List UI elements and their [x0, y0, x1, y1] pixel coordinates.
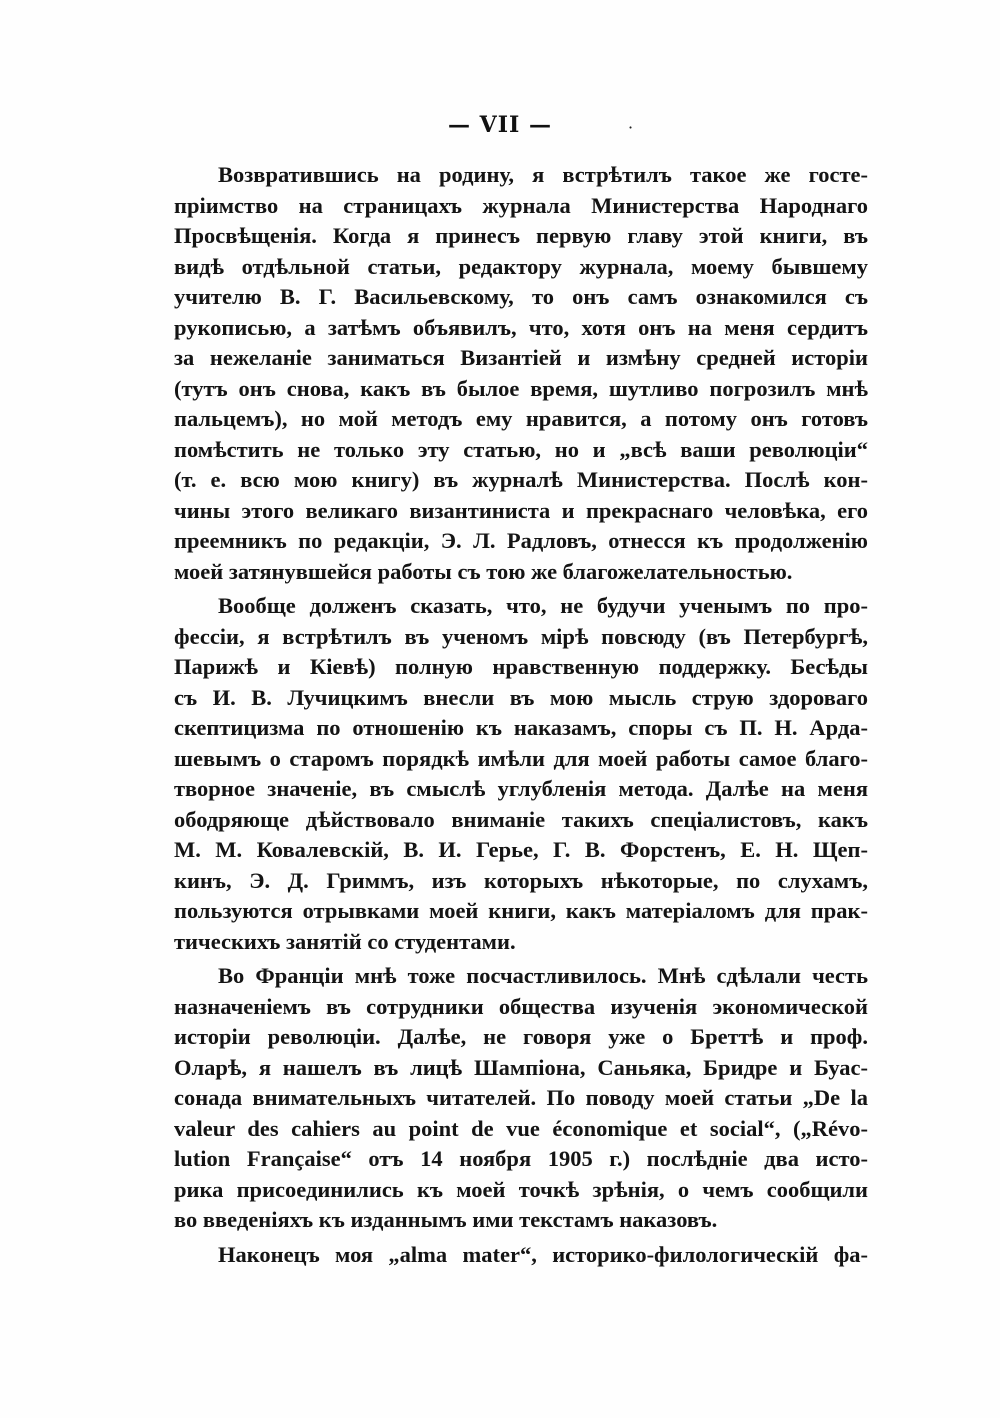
text-line: рика присоединились къ моей точкѣ зрѣнія, о чемъ сообщили	[174, 1176, 868, 1202]
text-line: (т. е. всю мою книгу) въ журналѣ Министерства. Послѣ кон-	[174, 467, 868, 492]
text-line: valeur des cahiers au point de vue économique et social“, („Révo-	[174, 1115, 868, 1141]
text-line: творное значеніе, въ смыслѣ углубленія метода. Далѣе на меня	[174, 776, 868, 801]
text-line: Парижѣ и Кіевѣ) полную нравственную поддержку. Бесѣды	[174, 654, 868, 679]
paragraph-france	[174, 961, 868, 1236]
text-line: видѣ отдѣльной статьи, редактору журнала, моему бывшему	[174, 253, 868, 279]
text-line: Вообще долженъ сказать, что, не будучи ученымъ по про-	[218, 593, 868, 618]
text-line: пальцемъ), но мой методъ ему нравится, а потому онъ готовъ	[174, 406, 868, 431]
text-line: назначеніемъ въ сотрудники общества изученія экономической	[174, 993, 868, 1019]
stray-mark: ·	[628, 118, 634, 137]
text-line: сонада внимательныхъ читателей. По поводу моей статьи „De la	[174, 1085, 868, 1110]
text-line: lution Française“ отъ 14 ноября 1905 г.) послѣдніе два исто-	[174, 1146, 868, 1171]
text-line: Просвѣщенія. Когда я принесъ первую главу этой книги, въ	[174, 223, 868, 248]
text-line: рукописью, а затѣмъ объявилъ, что, хотя онъ на меня сердитъ	[174, 314, 868, 340]
text-line: кинъ, Э. Д. Гриммъ, изъ которыхъ нѣкоторые, по слухамъ,	[174, 867, 868, 893]
text-line: Оларѣ, я нашелъ въ лицѣ Шампіона, Саньяка, Бридре и Буас-	[174, 1054, 868, 1080]
text-line: Во Франціи мнѣ тоже посчастливилось. Мнѣ сдѣлали честь	[218, 963, 868, 988]
text-line: моей затянувшейся работы съ тою же благожелательностью.	[174, 558, 793, 584]
page-number: — VII —	[448, 112, 552, 138]
text-line: во введеніяхъ къ изданнымъ ими текстамъ наказовъ.	[174, 1207, 718, 1232]
text-line: преемникъ по редакціи, Э. Л. Радловъ, отнесся къ продолженію	[174, 528, 868, 553]
paragraph-alma-mater	[174, 1240, 868, 1271]
text-line: учителю В. Г. Васильевскому, то онъ самъ ознакомился съ	[174, 284, 868, 309]
text-line: скептицизма по отношенію къ наказамъ, споры съ П. Н. Арда-	[174, 715, 868, 740]
text-line: тическихъ занятій со студентами.	[174, 928, 516, 954]
text-line: Возвратившись на родину, я встрѣтилъ такое же госте-	[218, 162, 868, 187]
text-line: (тутъ онъ снова, какъ въ былое время, шутливо погрозилъ мнѣ	[174, 375, 868, 401]
paragraph-return-home	[174, 160, 868, 587]
text-line: пользуются отрывками моей книги, какъ матеріаломъ для прак-	[174, 898, 868, 923]
text-line: пріимство на страницахъ журнала Министерства Народнаго	[174, 192, 868, 218]
text-line: фессіи, я встрѣтилъ въ ученомъ мірѣ повсюду (въ Петербургѣ,	[174, 623, 868, 649]
text-line: шевымъ о старомъ порядкѣ имѣли для моей работы самое благо-	[174, 745, 868, 771]
text-line: Наконецъ моя „alma mater“, историко-филологическій фа-	[218, 1241, 868, 1267]
text-line: съ И. В. Лучицкимъ внесли въ мою мысль струю здороваго	[174, 684, 868, 710]
text-line: исторіи революціи. Далѣе, не говоря уже о Бреттѣ и проф.	[174, 1024, 868, 1049]
paragraph-scholarly-support	[174, 591, 868, 957]
text-line: за нежеланіе заниматься Византіей и измѣну средней исторіи	[174, 345, 868, 370]
text-line: помѣстить не только эту статью, но и „всѣ ваши революціи“	[174, 436, 868, 462]
text-line: ободряюще дѣйствовало вниманіе такихъ спеціалистовъ, какъ	[174, 806, 868, 832]
body-text	[174, 160, 868, 1270]
text-line: М. М. Ковалевскій, В. И. Герье, Г. В. Форстенъ, Е. Н. Щеп-	[174, 837, 868, 862]
text-line: чины этого великаго византиниста и прекраснаго человѣка, его	[174, 497, 868, 523]
